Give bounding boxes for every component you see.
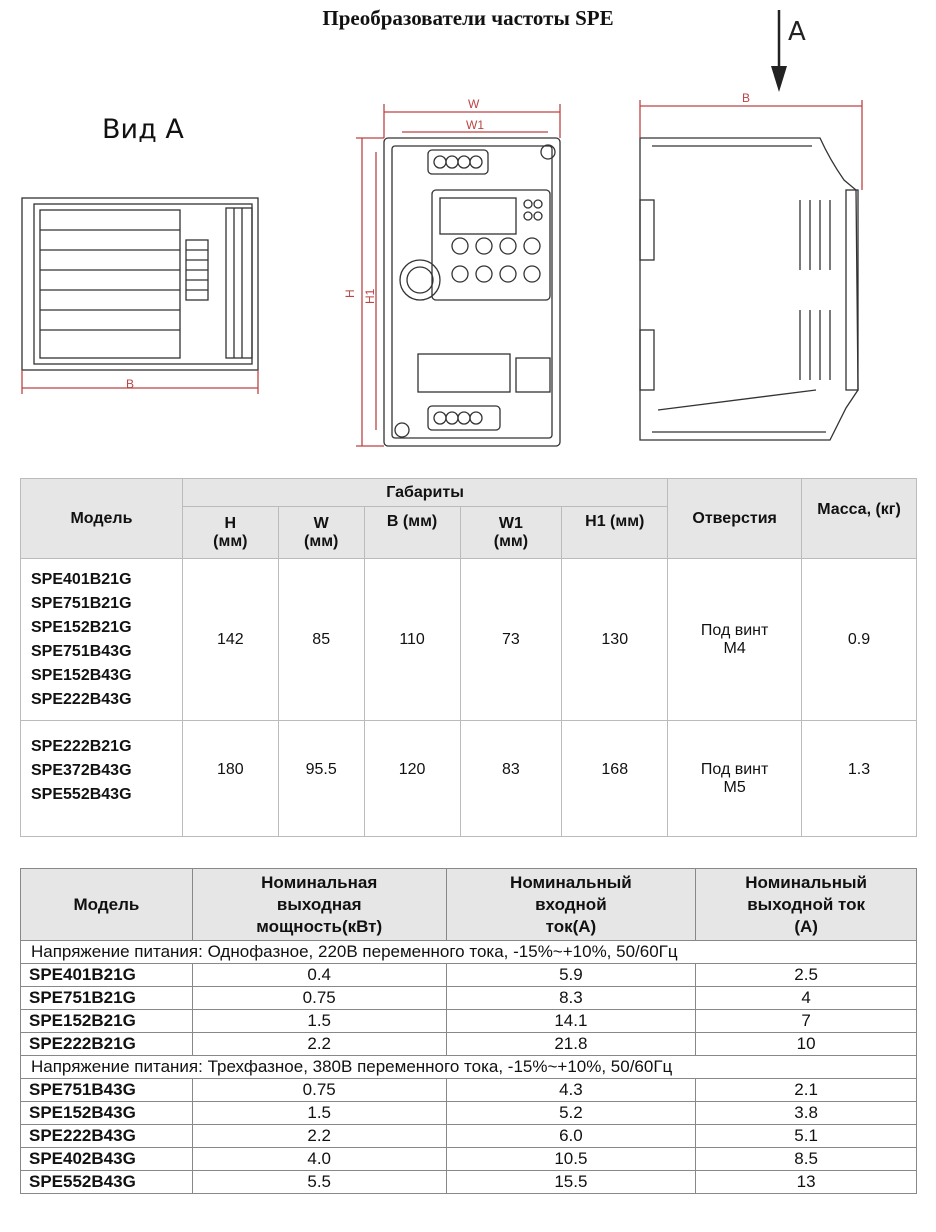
cell-power: 0.4: [192, 964, 446, 987]
cell-h1: 168: [562, 721, 668, 837]
header-power: Номинальная выходная мощность(кВт): [192, 869, 446, 941]
table-row: [21, 987, 917, 1010]
drawing-front-view: [356, 104, 560, 446]
models-cell: SPE222B21G SPE372B43G SPE552B43G: [21, 721, 183, 837]
drawing-side-view: [640, 100, 862, 440]
dim-w1-label: W1: [466, 118, 484, 132]
cell-output: 8.5: [696, 1148, 917, 1171]
cell-model: SPE552B43G: [21, 1171, 193, 1194]
header-w1: W1 (мм): [460, 507, 562, 559]
cell-w: 95.5: [278, 721, 364, 837]
view-arrow-icon: [762, 4, 806, 96]
table-row: [21, 1171, 917, 1194]
header-holes: Отверстия: [668, 479, 802, 559]
header-output-current: Номинальный выходной ток (A): [696, 869, 917, 941]
cell-power: 1.5: [192, 1102, 446, 1125]
header-model: Модель: [21, 869, 193, 941]
page-title: Преобразователи частоты SPE: [322, 6, 614, 30]
table-row: [21, 1033, 917, 1056]
cell-output: 3.8: [696, 1102, 917, 1125]
section-label-single-phase: Напряжение питания: Однофазное, 220В переменного тока, -15%~+10%, 50/60Гц: [21, 941, 917, 964]
arrow-label: A: [788, 17, 806, 47]
dimensions-table: [20, 478, 917, 837]
cell-holes: Под винт M4: [668, 559, 802, 721]
cell-input: 8.3: [446, 987, 696, 1010]
models-cell: SPE401B21G SPE751B21G SPE152B21G SPE751B43G SPE152B43G SPE222B43G: [21, 559, 183, 721]
dim-h-label: H: [343, 289, 357, 298]
header-input-current: Номинальный входной ток(A): [446, 869, 696, 941]
header-b: B (мм): [364, 507, 460, 559]
table-row: [21, 559, 917, 721]
dim-w-label: W: [468, 97, 480, 111]
cell-power: 0.75: [192, 1079, 446, 1102]
cell-input: 5.2: [446, 1102, 696, 1125]
technical-drawings: [0, 90, 936, 460]
cell-power: 0.75: [192, 987, 446, 1010]
header-h1: H1 (мм): [562, 507, 668, 559]
dim-h1-label: H1: [363, 288, 377, 304]
view-a-label: Вид А: [102, 114, 184, 145]
header-h: H (мм): [182, 507, 278, 559]
table-row: [21, 1148, 917, 1171]
table-row: [21, 964, 917, 987]
cell-b: 120: [364, 721, 460, 837]
cell-model: SPE751B21G: [21, 987, 193, 1010]
table-row: [21, 721, 917, 837]
cell-input: 4.3: [446, 1079, 696, 1102]
table-row: [21, 1079, 917, 1102]
cell-model: SPE222B43G: [21, 1125, 193, 1148]
cell-power: 5.5: [192, 1171, 446, 1194]
cell-model: SPE222B21G: [21, 1033, 193, 1056]
cell-model: SPE152B21G: [21, 1010, 193, 1033]
cell-h1: 130: [562, 559, 668, 721]
table-row: [21, 1010, 917, 1033]
section-label-three-phase: Напряжение питания: Трехфазное, 380В переменного тока, -15%~+10%, 50/60Гц: [21, 1056, 917, 1079]
cell-power: 4.0: [192, 1148, 446, 1171]
header-model: Модель: [21, 479, 183, 559]
cell-mass: 1.3: [802, 721, 917, 837]
cell-h: 180: [182, 721, 278, 837]
cell-power: 2.2: [192, 1033, 446, 1056]
cell-w1: 83: [460, 721, 562, 837]
cell-output: 13: [696, 1171, 917, 1194]
dim-b-right-label: B: [742, 91, 751, 105]
cell-output: 4: [696, 987, 917, 1010]
cell-output: 10: [696, 1033, 917, 1056]
cell-input: 14.1: [446, 1010, 696, 1033]
cell-output: 2.5: [696, 964, 917, 987]
cell-model: SPE402B43G: [21, 1148, 193, 1171]
cell-model: SPE152B43G: [21, 1102, 193, 1125]
dim-b-left-label: B: [126, 377, 135, 391]
header-mass: Масса, (кг): [802, 479, 917, 559]
cell-h: 142: [182, 559, 278, 721]
cell-model: SPE401B21G: [21, 964, 193, 987]
cell-input: 21.8: [446, 1033, 696, 1056]
cell-input: 10.5: [446, 1148, 696, 1171]
cell-mass: 0.9: [802, 559, 917, 721]
cell-input: 6.0: [446, 1125, 696, 1148]
cell-w1: 73: [460, 559, 562, 721]
cell-w: 85: [278, 559, 364, 721]
cell-model: SPE751B43G: [21, 1079, 193, 1102]
cell-power: 1.5: [192, 1010, 446, 1033]
table-row: [21, 1102, 917, 1125]
cell-input: 5.9: [446, 964, 696, 987]
cell-output: 2.1: [696, 1079, 917, 1102]
header-w: W (мм): [278, 507, 364, 559]
cell-output: 7: [696, 1010, 917, 1033]
cell-holes: Под винт M5: [668, 721, 802, 837]
drawing-view-a: [22, 198, 258, 394]
cell-b: 110: [364, 559, 460, 721]
header-dimensions: Габариты: [182, 479, 667, 507]
ratings-table: [20, 868, 917, 1194]
table-row: [21, 1125, 917, 1148]
cell-output: 5.1: [696, 1125, 917, 1148]
cell-input: 15.5: [446, 1171, 696, 1194]
cell-power: 2.2: [192, 1125, 446, 1148]
